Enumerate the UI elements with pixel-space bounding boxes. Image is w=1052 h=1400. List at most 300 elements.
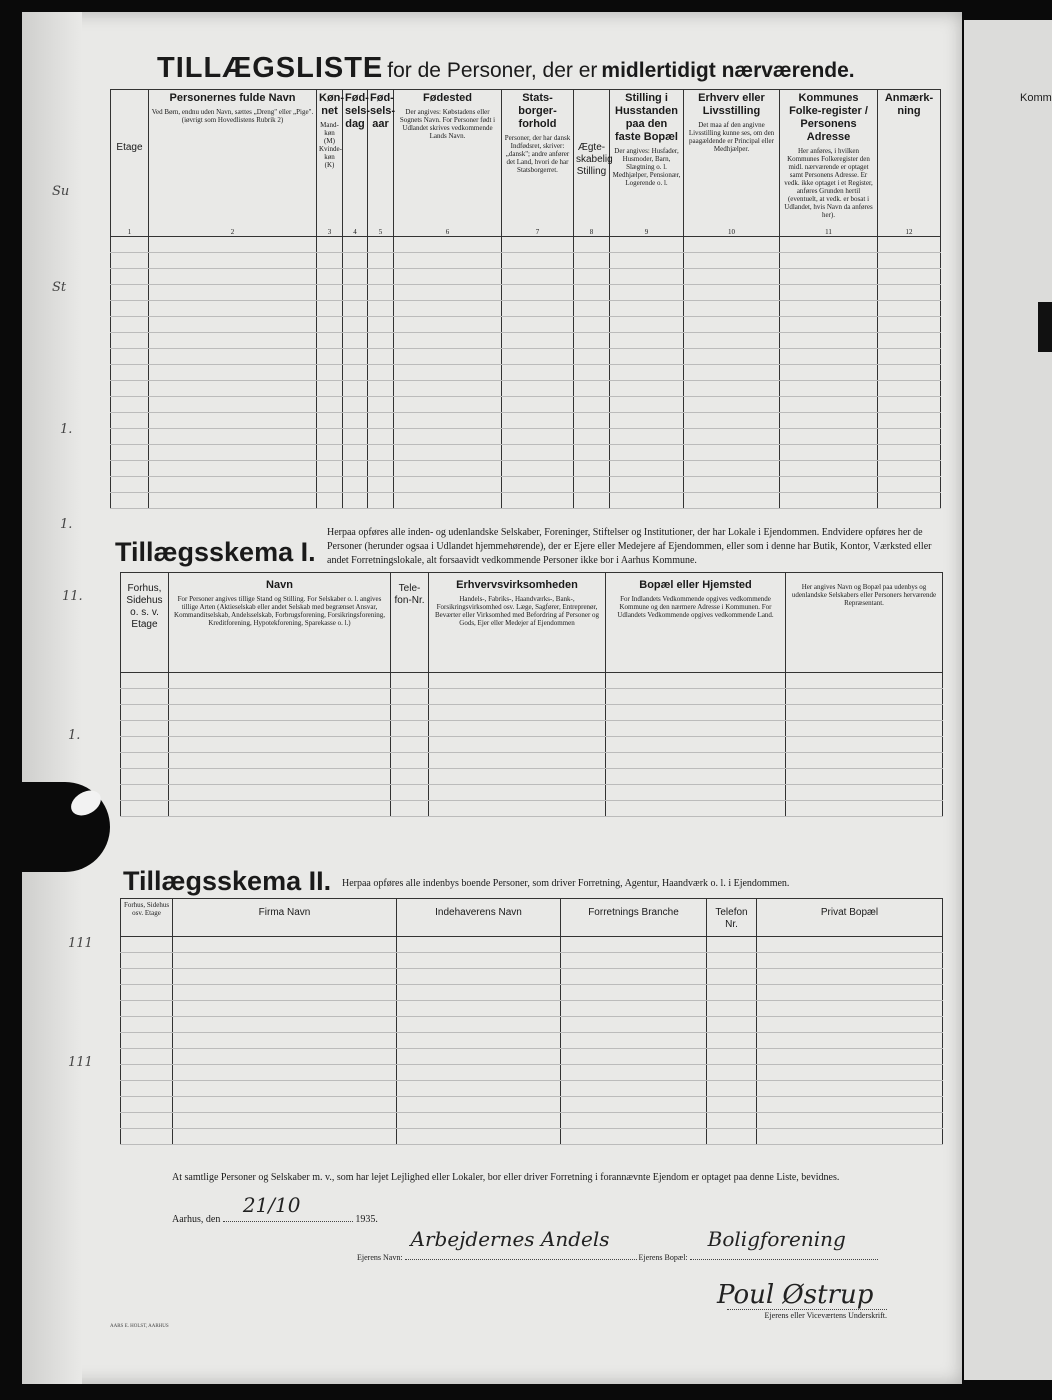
table-cell bbox=[610, 493, 684, 509]
table-cell bbox=[111, 333, 149, 349]
table-cell bbox=[397, 1097, 561, 1113]
table-cell bbox=[169, 737, 391, 753]
table-cell bbox=[343, 317, 368, 333]
table-cell bbox=[111, 301, 149, 317]
table-cell bbox=[786, 785, 943, 801]
column-number: 12 bbox=[905, 228, 913, 236]
table-cell bbox=[684, 317, 780, 333]
table-cell bbox=[169, 721, 391, 737]
table-cell bbox=[394, 381, 502, 397]
table-cell bbox=[169, 689, 391, 705]
table-cell bbox=[502, 349, 574, 365]
table-cell bbox=[343, 349, 368, 365]
table-cell bbox=[610, 381, 684, 397]
table-cell bbox=[561, 1049, 707, 1065]
table-row bbox=[121, 1129, 943, 1145]
table-cell bbox=[368, 429, 394, 445]
table-cell bbox=[429, 673, 606, 689]
table-cell bbox=[394, 285, 502, 301]
table-cell bbox=[610, 317, 684, 333]
table-cell bbox=[878, 301, 941, 317]
table-cell bbox=[391, 705, 429, 721]
table-cell bbox=[606, 673, 786, 689]
table-cell bbox=[502, 397, 574, 413]
column-number: 10 bbox=[728, 228, 735, 236]
column-title: Privat Bopæl bbox=[820, 907, 879, 918]
table-cell bbox=[606, 769, 786, 785]
table-cell bbox=[780, 237, 878, 253]
table-cell bbox=[684, 413, 780, 429]
table-cell bbox=[149, 269, 317, 285]
table-header-row bbox=[111, 90, 941, 237]
table-cell bbox=[574, 365, 610, 381]
table-row bbox=[121, 1113, 943, 1129]
table-cell bbox=[780, 253, 878, 269]
table-row bbox=[111, 349, 941, 365]
table-cell bbox=[780, 429, 878, 445]
table-cell bbox=[502, 317, 574, 333]
table-cell bbox=[317, 461, 343, 477]
table-cell bbox=[684, 493, 780, 509]
column-header bbox=[317, 90, 343, 237]
column-title: Erhvervsvirksomheden bbox=[456, 579, 578, 591]
column-title: Forhus, Sidehus osv. Etage bbox=[123, 901, 170, 917]
table-cell bbox=[317, 269, 343, 285]
column-title: Forretnings Branche bbox=[588, 907, 679, 918]
table-cell bbox=[878, 461, 941, 477]
table-cell bbox=[502, 429, 574, 445]
table-row bbox=[121, 737, 943, 753]
column-description: For Indlandets Vedkommende opgives vedkommende Kommune og den nærmere Adresse i Kommunen. For Udlandets Vedkommende opgives vedkommende Land. bbox=[617, 595, 774, 619]
table-cell bbox=[684, 301, 780, 317]
table-cell bbox=[878, 493, 941, 509]
table-cell bbox=[368, 349, 394, 365]
adjacent-page-text: Komm bbox=[1020, 92, 1052, 104]
margin-mark: Su bbox=[52, 184, 70, 199]
table-cell bbox=[780, 477, 878, 493]
table-cell bbox=[394, 461, 502, 477]
column-title: Anmærk-ning bbox=[884, 92, 934, 117]
column-header bbox=[561, 899, 707, 937]
table-cell bbox=[397, 985, 561, 1001]
skema2-title: Tillægsskema II. bbox=[123, 866, 332, 896]
table-cell bbox=[707, 969, 757, 985]
table-cell bbox=[429, 769, 606, 785]
column-number: 5 bbox=[378, 228, 383, 236]
printer-mark: AARS E. HOLST, AARHUS bbox=[110, 1324, 169, 1329]
table-cell bbox=[121, 1081, 173, 1097]
table-cell bbox=[149, 381, 317, 397]
table-row bbox=[111, 413, 941, 429]
margin-mark: 1. bbox=[60, 517, 73, 532]
table-cell bbox=[391, 769, 429, 785]
table-cell bbox=[173, 1129, 397, 1145]
table-cell bbox=[149, 493, 317, 509]
table-cell bbox=[707, 1049, 757, 1065]
column-header bbox=[878, 90, 941, 237]
table-cell bbox=[502, 381, 574, 397]
table-cell bbox=[394, 333, 502, 349]
column-title: Stilling i Husstanden paa den faste Bopæl bbox=[615, 92, 678, 143]
table-cell bbox=[561, 1113, 707, 1129]
column-header bbox=[684, 90, 780, 237]
table-cell bbox=[574, 349, 610, 365]
table-cell bbox=[684, 461, 780, 477]
date-year: 1935. bbox=[355, 1214, 378, 1225]
table-cell bbox=[343, 445, 368, 461]
owner-address-handwritten: Boligforening bbox=[707, 1227, 846, 1251]
table-cell bbox=[317, 365, 343, 381]
table-cell bbox=[878, 269, 941, 285]
column-title: Fødested bbox=[423, 92, 472, 104]
table-cell bbox=[502, 493, 574, 509]
table-cell bbox=[394, 397, 502, 413]
table-row bbox=[121, 969, 943, 985]
column-header bbox=[429, 573, 606, 673]
table-cell bbox=[343, 429, 368, 445]
column-description: For Personer angives tillige Stand og Stilling. For Selskaber o. l. angives tillige Arten (Aktieselskab eller andet Selskab med begrænset Ansvar, Kommanditselskab, Andelsselskab, Forbrugsforening, Forsikringsforening, Kreditforening, Hypotekforening, Sparekasse o. l.) bbox=[174, 595, 385, 627]
table-cell bbox=[121, 1113, 173, 1129]
table-cell bbox=[786, 705, 943, 721]
table-cell bbox=[780, 317, 878, 333]
skema1-table bbox=[120, 572, 943, 817]
table-cell bbox=[317, 413, 343, 429]
table-cell bbox=[397, 1065, 561, 1081]
table-cell bbox=[757, 1081, 943, 1097]
table-row bbox=[121, 673, 943, 689]
column-description: Personer, der har dansk Indfødsret, skriver: „dansk"; andre anfører det Land, hvori de har Statsborgerret. bbox=[504, 134, 571, 174]
column-description: Forhus, Sidehus o. s. v. Etage bbox=[126, 583, 163, 630]
column-title: Indehaverens Navn bbox=[435, 907, 522, 918]
table-cell bbox=[394, 429, 502, 445]
table-cell bbox=[786, 753, 943, 769]
table-cell bbox=[121, 689, 169, 705]
table-cell bbox=[878, 477, 941, 493]
table-cell bbox=[343, 285, 368, 301]
table-cell bbox=[169, 769, 391, 785]
table-cell bbox=[429, 689, 606, 705]
table-row bbox=[111, 493, 941, 509]
table-cell bbox=[610, 253, 684, 269]
table-cell bbox=[707, 1129, 757, 1145]
table-cell bbox=[121, 969, 173, 985]
table-cell bbox=[111, 477, 149, 493]
column-description: Handels-, Fabriks-, Haandværks-, Bank-, Forsikringsvirksomhed osv. Læge, Sagfører, Entreprenør, Beværter eller Virksomhed med Befordring af Personer og Gods, Ejer eller Medejer af Ejendommen bbox=[434, 595, 600, 627]
table-cell bbox=[394, 365, 502, 381]
table-cell bbox=[149, 461, 317, 477]
table-cell bbox=[173, 953, 397, 969]
title-main: TILLÆGSLISTE bbox=[157, 52, 384, 84]
table-cell bbox=[394, 317, 502, 333]
table-cell bbox=[786, 801, 943, 817]
table-cell bbox=[502, 333, 574, 349]
table-row bbox=[121, 769, 943, 785]
table-row bbox=[121, 1081, 943, 1097]
owner-address-label: Ejerens Bopæl: bbox=[638, 1253, 688, 1262]
table-cell bbox=[343, 477, 368, 493]
column-title: Personernes fulde Navn bbox=[169, 92, 296, 104]
table-cell bbox=[111, 285, 149, 301]
table-row bbox=[121, 753, 943, 769]
column-description: Her anføres, i hvilken Kommunes Folkeregister den midl. nærværende er optaget samt Personens Adresse. Er vedk. ikke optaget i et Register, anføres Grunden hertil (eventuelt, at vedk. er bosat i Udlandet, hvis Navn da anføres her). bbox=[784, 147, 873, 219]
column-title: Fød-sels-aar bbox=[370, 92, 396, 130]
table-cell bbox=[574, 397, 610, 413]
table-row bbox=[121, 1049, 943, 1065]
table-cell bbox=[574, 269, 610, 285]
table-cell bbox=[780, 445, 878, 461]
column-number: 4 bbox=[353, 228, 357, 236]
table-cell bbox=[368, 317, 394, 333]
table-cell bbox=[317, 397, 343, 413]
table-cell bbox=[707, 1113, 757, 1129]
owner-address-field bbox=[690, 1227, 878, 1260]
table-cell bbox=[610, 429, 684, 445]
table-cell bbox=[343, 365, 368, 381]
column-title: Stats-borger-forhold bbox=[518, 92, 557, 130]
table-cell bbox=[878, 365, 941, 381]
column-header bbox=[502, 90, 574, 237]
table-cell bbox=[121, 1049, 173, 1065]
table-cell bbox=[173, 1113, 397, 1129]
table-cell bbox=[878, 413, 941, 429]
table-cell bbox=[173, 1081, 397, 1097]
table-cell bbox=[757, 937, 943, 953]
table-cell bbox=[368, 413, 394, 429]
margin-mark: St bbox=[52, 280, 67, 295]
table-cell bbox=[343, 253, 368, 269]
table-cell bbox=[757, 1001, 943, 1017]
table-cell bbox=[121, 1129, 173, 1145]
table-cell bbox=[121, 721, 169, 737]
table-cell bbox=[561, 1097, 707, 1113]
table-cell bbox=[149, 237, 317, 253]
column-header bbox=[757, 899, 943, 937]
table-cell bbox=[394, 445, 502, 461]
table-cell bbox=[878, 429, 941, 445]
margin-mark: 11. bbox=[62, 589, 83, 604]
table-cell bbox=[111, 445, 149, 461]
margin-mark: 111 bbox=[68, 1055, 93, 1070]
table-cell bbox=[574, 493, 610, 509]
date-handwritten: 21/10 bbox=[242, 1193, 301, 1217]
table-row bbox=[111, 317, 941, 333]
owner-line bbox=[357, 1227, 878, 1262]
table-row bbox=[121, 689, 943, 705]
column-header bbox=[121, 899, 173, 937]
column-header bbox=[343, 90, 371, 237]
table-cell bbox=[684, 253, 780, 269]
table-cell bbox=[684, 477, 780, 493]
table-cell bbox=[757, 1017, 943, 1033]
table-row bbox=[121, 705, 943, 721]
table-cell bbox=[610, 477, 684, 493]
table-cell bbox=[610, 365, 684, 381]
table-cell bbox=[610, 237, 684, 253]
table-cell bbox=[368, 445, 394, 461]
table-cell bbox=[606, 801, 786, 817]
table-cell bbox=[343, 461, 368, 477]
table-cell bbox=[757, 1065, 943, 1081]
table-cell bbox=[121, 737, 169, 753]
column-description: Der angives: Købstadens eller Sognets Navn. For Personer født i Udlandet skrives vedkommende Lands Navn. bbox=[399, 108, 496, 140]
table-cell bbox=[391, 785, 429, 801]
table-cell bbox=[121, 937, 173, 953]
column-header bbox=[111, 90, 149, 237]
column-header bbox=[707, 899, 757, 937]
table-row bbox=[111, 445, 941, 461]
table-cell bbox=[878, 397, 941, 413]
table-row bbox=[121, 1033, 943, 1049]
table-cell bbox=[429, 721, 606, 737]
table-cell bbox=[317, 477, 343, 493]
table-cell bbox=[786, 737, 943, 753]
column-header bbox=[786, 573, 943, 673]
table-row bbox=[121, 937, 943, 953]
table-cell bbox=[574, 285, 610, 301]
table-cell bbox=[684, 285, 780, 301]
skema2-description: Herpaa opføres alle indenbys boende Personer, som driver Forretning, Agentur, Haandværk o. l. i Ejendommen. bbox=[342, 878, 790, 889]
table-cell bbox=[757, 953, 943, 969]
table-cell bbox=[429, 737, 606, 753]
table-cell bbox=[707, 1065, 757, 1081]
signature-handwritten: Poul Østrup bbox=[717, 1280, 874, 1310]
table-cell bbox=[606, 705, 786, 721]
signature-label: Ejerens eller Viceværtens Underskrift. bbox=[727, 1309, 887, 1320]
table-cell bbox=[111, 493, 149, 509]
margin-mark: 1. bbox=[68, 728, 81, 743]
table-cell bbox=[343, 397, 368, 413]
table-cell bbox=[121, 1065, 173, 1081]
owner-name-handwritten: Arbejdernes Andels bbox=[410, 1227, 610, 1251]
table-cell bbox=[684, 381, 780, 397]
table-cell bbox=[111, 317, 149, 333]
table-cell bbox=[878, 349, 941, 365]
table-cell bbox=[610, 285, 684, 301]
table-cell bbox=[561, 1033, 707, 1049]
column-number: 7 bbox=[535, 228, 540, 236]
table-cell bbox=[574, 461, 610, 477]
column-header bbox=[610, 90, 684, 237]
table-cell bbox=[561, 985, 707, 1001]
table-cell bbox=[317, 333, 343, 349]
table-cell bbox=[111, 349, 149, 365]
table-cell bbox=[121, 953, 173, 969]
column-title: Fød-sels-dag bbox=[345, 92, 371, 130]
table-row bbox=[121, 1097, 943, 1113]
table-row bbox=[121, 953, 943, 969]
table-cell bbox=[394, 413, 502, 429]
table-cell bbox=[757, 969, 943, 985]
date-field bbox=[223, 1193, 353, 1222]
table-cell bbox=[707, 937, 757, 953]
table-cell bbox=[502, 237, 574, 253]
table-cell bbox=[149, 253, 317, 269]
table-cell bbox=[757, 1097, 943, 1113]
table-cell bbox=[368, 333, 394, 349]
table-cell bbox=[368, 253, 394, 269]
table-cell bbox=[391, 721, 429, 737]
column-number: 8 bbox=[589, 228, 594, 236]
table-cell bbox=[574, 413, 610, 429]
table-cell bbox=[343, 413, 368, 429]
table-cell bbox=[878, 253, 941, 269]
table-cell bbox=[368, 237, 394, 253]
table-cell bbox=[684, 397, 780, 413]
table-cell bbox=[317, 317, 343, 333]
table-row bbox=[111, 333, 941, 349]
table-cell bbox=[149, 413, 317, 429]
table-row bbox=[121, 985, 943, 1001]
column-description: Det maa af den angivne Livsstilling kunne ses, om den paagældende er Principal eller Medhjælper. bbox=[688, 121, 775, 153]
table-cell bbox=[368, 493, 394, 509]
table-cell bbox=[606, 737, 786, 753]
table-cell bbox=[610, 461, 684, 477]
table-cell bbox=[502, 413, 574, 429]
table-cell bbox=[169, 705, 391, 721]
table-cell bbox=[610, 445, 684, 461]
table-row bbox=[111, 253, 941, 269]
title-bold: midlertidigt nærværende. bbox=[601, 59, 855, 82]
column-number: 11 bbox=[825, 228, 832, 236]
column-description: Mand-køn (M) Kvinde-køn (K) bbox=[319, 121, 342, 169]
column-number: 1 bbox=[127, 228, 132, 236]
table-cell bbox=[394, 269, 502, 285]
table-cell bbox=[561, 1129, 707, 1145]
footer-statement: At samtlige Personer og Selskaber m. v., som har lejet Lejlighed eller Lokaler, bor eller driver Forretning i forannævnte Ejendom er optaget paa denne Liste, bevidnes. bbox=[172, 1172, 840, 1183]
column-description: Ægte-skabelig Stilling bbox=[576, 142, 613, 177]
table-cell bbox=[149, 317, 317, 333]
table-cell bbox=[368, 397, 394, 413]
table-cell bbox=[606, 689, 786, 705]
table-cell bbox=[878, 381, 941, 397]
table-cell bbox=[317, 381, 343, 397]
table-cell bbox=[878, 445, 941, 461]
table-cell bbox=[173, 969, 397, 985]
table-cell bbox=[317, 301, 343, 317]
table-cell bbox=[317, 493, 343, 509]
table-cell bbox=[121, 985, 173, 1001]
column-number: 3 bbox=[327, 228, 332, 236]
table-cell bbox=[368, 461, 394, 477]
page-title bbox=[157, 52, 855, 85]
skema1-header-row bbox=[121, 573, 943, 673]
table-cell bbox=[149, 429, 317, 445]
table-cell bbox=[149, 397, 317, 413]
table-cell bbox=[111, 461, 149, 477]
table-row bbox=[111, 429, 941, 445]
table-cell bbox=[780, 381, 878, 397]
table-cell bbox=[173, 1049, 397, 1065]
margin-mark: 111 bbox=[68, 936, 93, 951]
table-cell bbox=[561, 969, 707, 985]
table-cell bbox=[397, 1001, 561, 1017]
table-cell bbox=[149, 477, 317, 493]
page-binding-edge bbox=[22, 12, 82, 1384]
table-cell bbox=[394, 301, 502, 317]
table-cell bbox=[121, 1097, 173, 1113]
table-cell bbox=[391, 801, 429, 817]
table-cell bbox=[111, 237, 149, 253]
table-cell bbox=[684, 429, 780, 445]
column-header bbox=[368, 90, 394, 237]
table-cell bbox=[561, 953, 707, 969]
table-cell bbox=[397, 937, 561, 953]
table-cell bbox=[429, 705, 606, 721]
table-cell bbox=[394, 477, 502, 493]
table-cell bbox=[707, 1001, 757, 1017]
table-cell bbox=[394, 237, 502, 253]
table-cell bbox=[149, 365, 317, 381]
